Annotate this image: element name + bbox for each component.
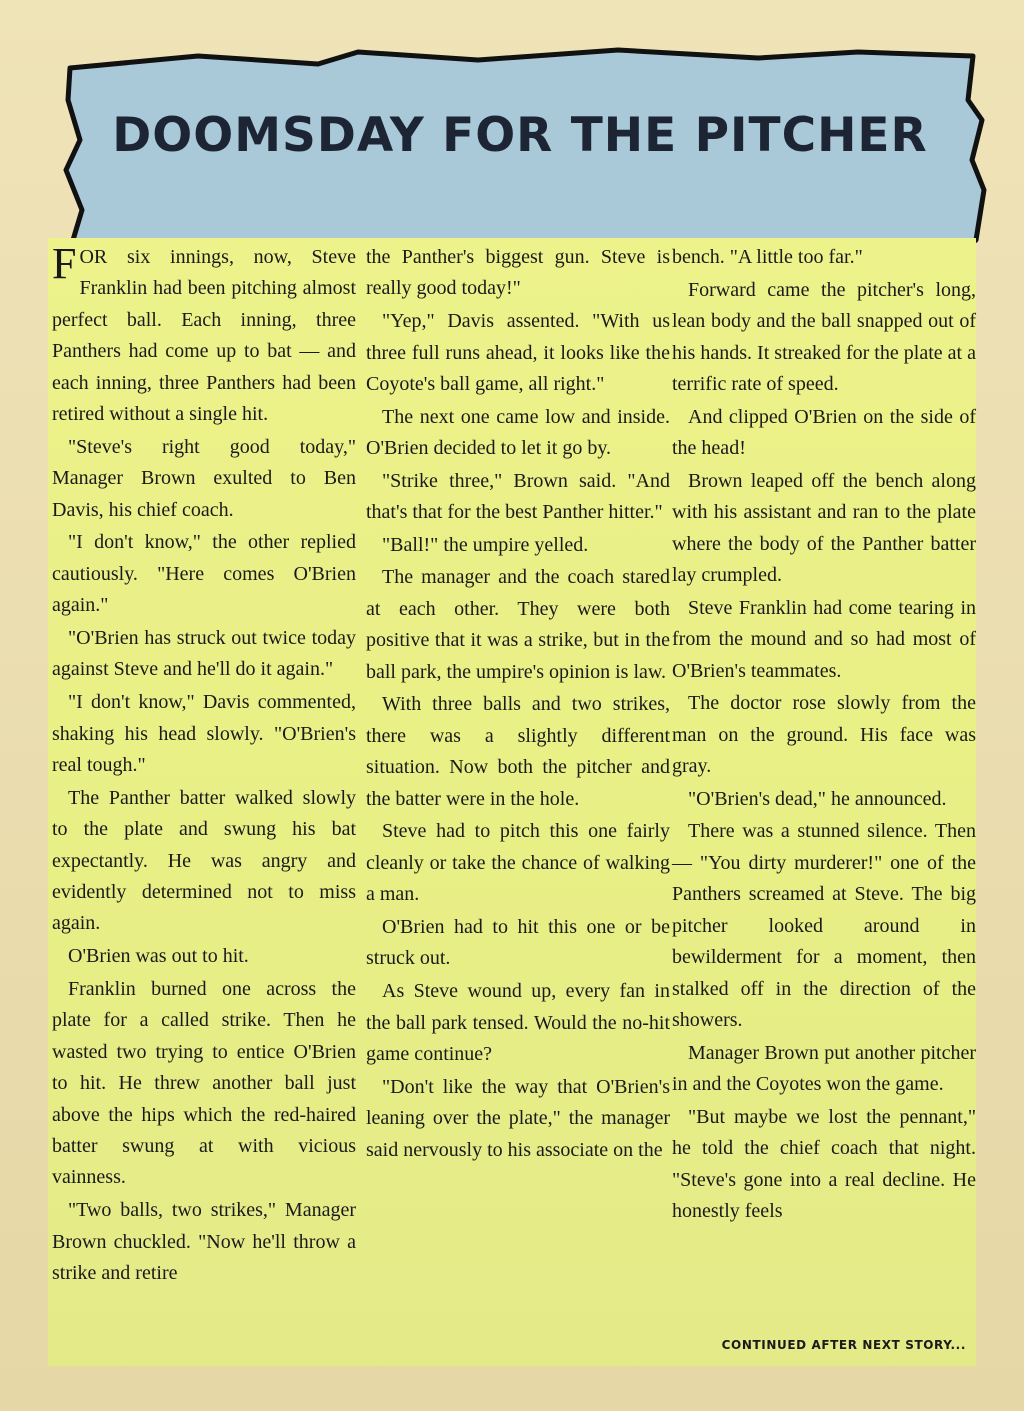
story-paragraph: Manager Brown put another pitcher in and the Coyotes won the game.	[672, 1041, 976, 1096]
story-paragraph: "Yep," Davis assented. "With us three full runs ahead, it looks like the Coyote's ball game, all right."	[366, 310, 670, 395]
story-paragraph: The doctor rose slowly from the man on the ground. His face was gray.	[672, 692, 976, 778]
story-paragraph: The manager and the coach stared at each other. They were both positive that it was a strike, but in the ball park, the umpire's opinion is law.	[366, 566, 670, 683]
story-paragraph: "Strike three," Brown said. "And that's that for the best Panther hitter."	[366, 469, 670, 524]
continued-note: CONTINUED AFTER NEXT STORY...	[721, 1338, 966, 1352]
story-paragraph: O'Brien had to hit this one or be struck out.	[366, 916, 670, 970]
story-paragraph: As Steve wound up, every fan in the ball park tensed. Would the no-hit game continue?	[366, 980, 670, 1066]
story-column-3	[672, 242, 976, 1229]
story-paragraph: "I don't know," the other replied cautiously. "Here comes O'Brien again."	[52, 531, 356, 617]
story-paragraph: O'Brien was out to hit.	[68, 945, 249, 968]
story-column-1	[52, 239, 356, 1291]
story-paragraph: "Ball!" the umpire yelled.	[382, 533, 589, 556]
story-paragraph: And clipped O'Brien on the side of the head!	[672, 405, 976, 460]
story-paragraph: Forward came the pitcher's long, lean body and the ball snapped out of his hands. It streaked for the plate at a terrific rate of speed.	[672, 278, 976, 395]
story-paragraph: Franklin burned one across the plate for a called strike. Then he wasted two trying to entice O'Brien to hit. He threw another ball just above the hips which the red-haired batter swung at with vicious vainness.	[52, 977, 356, 1189]
story-paragraph: the Panther's biggest gun. Steve is really good today!"	[366, 246, 670, 300]
story-paragraph	[52, 239, 356, 431]
story-paragraph: With three balls and two strikes, there was a slightly different situation. Now both the pitcher and the batter were in the hole.	[366, 693, 670, 810]
story-paragraph: Steve Franklin had come tearing in from the mound and so had most of O'Brien's teammates.	[672, 596, 976, 682]
story-paragraph: "Two balls, two strikes," Manager Brown chuckled. "Now he'll throw a strike and retire	[52, 1199, 356, 1284]
story-paragraph: Brown leaped off the bench along with his assistant and ran to the plate where the body of the Panther batter lay crumpled.	[672, 469, 976, 587]
story-paragraph: "Don't like the way that O'Brien's leaning over the plate," the manager said nervously to his associate on the	[366, 1075, 670, 1161]
drop-cap: F	[52, 239, 77, 288]
story-paragraph: "Steve's right good today," Manager Brown exulted to Ben Davis, his chief coach.	[52, 435, 356, 521]
story-paragraph: "O'Brien's dead," he announced.	[688, 787, 947, 810]
page-title: DOOMSDAY FOR THE PITCHER	[112, 108, 928, 163]
story-paragraph: "But maybe we lost the pennant," he told the chief coach that night. "Steve's gone into a real decline. He honestly feels	[672, 1105, 976, 1223]
story-paragraph: There was a stunned silence. Then — "You dirty murderer!" one of the Panthers screamed at Steve. The big pitcher looked around in bewilderment for a moment, then stalked off in the direction of the showers.	[672, 820, 976, 1032]
story-paragraph: bench. "A little too far."	[672, 246, 863, 268]
first-paragraph-text: OR six innings, now, Steve Franklin had been pitching almost perfect ball. Each inning, three Panthers had come up to bat — and each inning, three Panthers had been retired without a single hit.	[52, 246, 356, 426]
story-paragraph: "I don't know," Davis commented, shaking his head slowly. "O'Brien's real tough."	[52, 691, 356, 776]
story-paragraph: Steve had to pitch this one fairly cleanly or take the chance of walking a man.	[366, 820, 670, 906]
story-paragraph: The Panther batter walked slowly to the plate and swung his bat expectantly. He was angry and evidently determined not to miss again.	[52, 786, 356, 935]
story-column-2	[366, 242, 670, 1167]
story-paragraph: The next one came low and inside. O'Brien decided to let it go by.	[366, 405, 670, 460]
story-paragraph: "O'Brien has struck out twice today against Steve and he'll do it again."	[52, 627, 356, 681]
